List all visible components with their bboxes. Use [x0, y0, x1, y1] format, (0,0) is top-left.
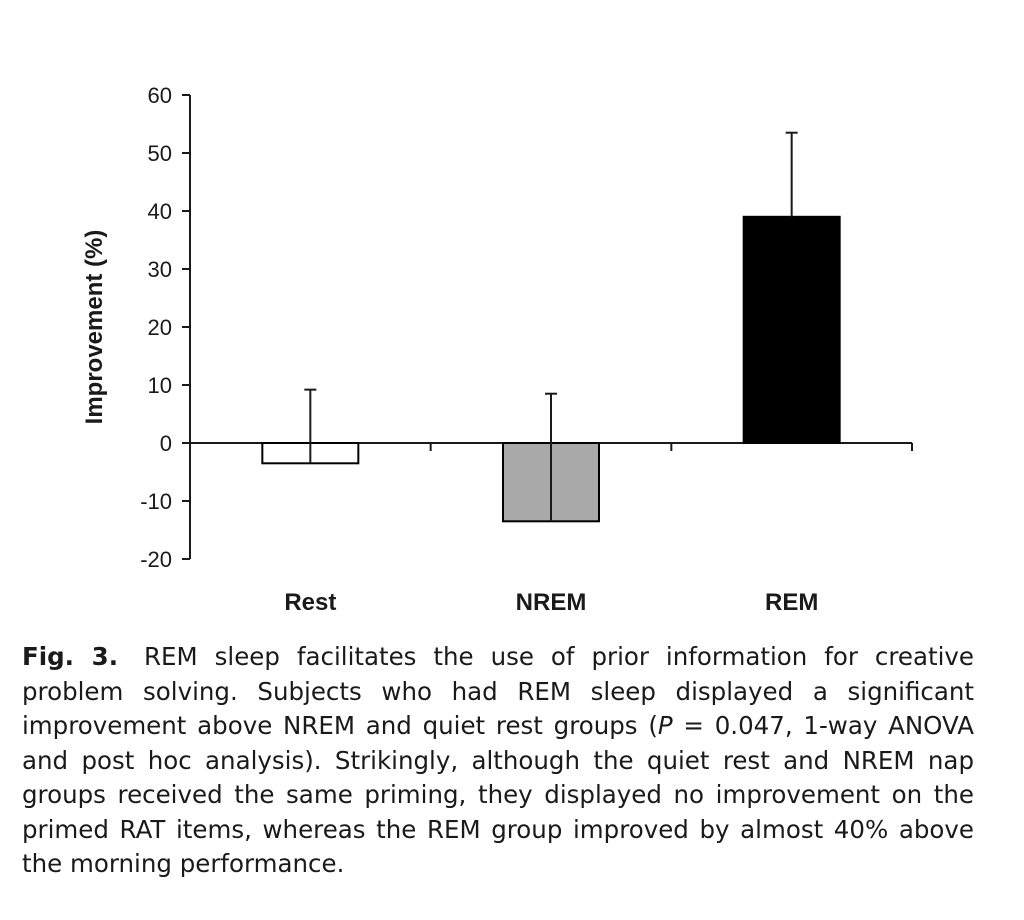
y-tick-label: 10: [147, 373, 172, 398]
x-category-label: REM: [764, 589, 819, 616]
x-category-label: NREM: [515, 589, 587, 616]
y-tick-label: 40: [147, 199, 172, 224]
y-tick-label: 50: [147, 141, 172, 166]
y-tick-label: -20: [140, 547, 172, 572]
figure-label: Fig. 3.: [22, 642, 119, 671]
y-tick-label: 60: [147, 83, 172, 108]
labels-layer: [140, 83, 818, 616]
y-axis-title: Improvement (%): [81, 229, 108, 425]
y-tick-label: -10: [140, 489, 172, 514]
y-tick-label: 30: [147, 257, 172, 282]
x-category-label: Rest: [284, 589, 337, 616]
y-tick-label: 20: [147, 315, 172, 340]
y-tick-label: 0: [159, 431, 172, 456]
error-bars-layer: [304, 133, 797, 522]
caption-p-symbol: P: [657, 711, 673, 740]
caption-text-part2: = 0.047, 1-way ANOVA and post hoc analysis). Strikingly, although the quiet rest and NREM nap groups received the same priming, they displayed no improvement on the primed RAT items, whereas the REM group improved by almost 40% above the morning performance.: [22, 711, 974, 878]
bar-rem: [744, 217, 840, 443]
figure-caption: [22, 640, 974, 882]
caption-text-part1: REM sleep facilitates the use of prior information for creative problem solving. Subjects who had REM sleep displayed a significant improvement above NREM and quiet rest groups (: [22, 642, 974, 740]
